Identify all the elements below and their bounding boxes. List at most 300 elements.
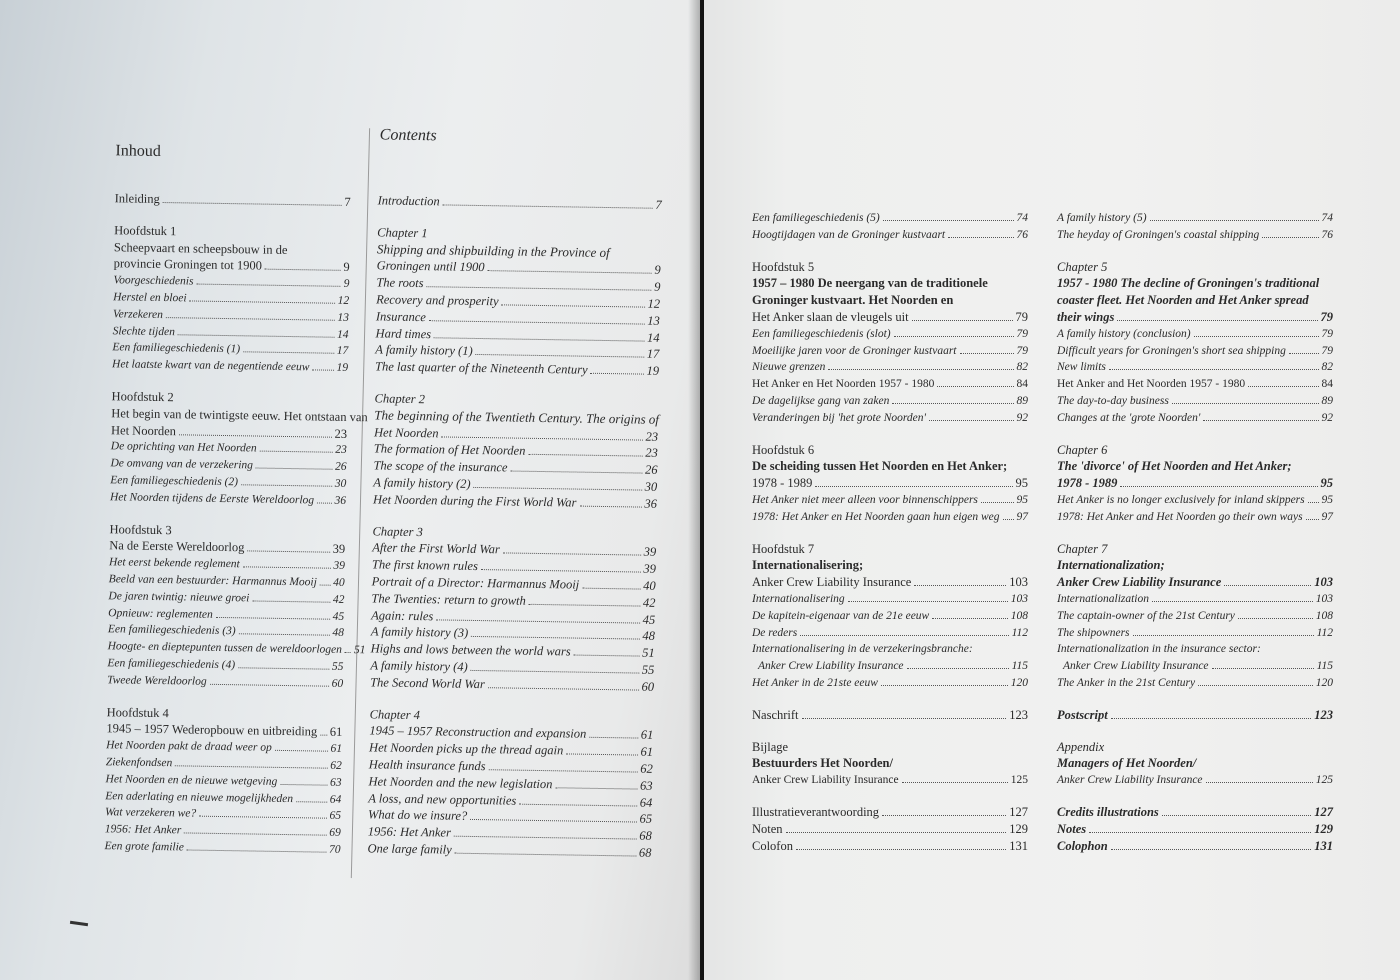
toc-entry [110,489,346,510]
entry-page: 92 [1016,411,1028,424]
entry-page: 97 [1321,510,1333,523]
entry-page: 68 [638,845,652,860]
entry-title: The formation of Het Noorden [373,441,526,459]
entry-page: 123 [1314,707,1333,722]
dot-leader [1238,618,1313,619]
dot-leader [434,337,644,341]
toc-entry [752,625,1028,642]
entry-page: 65 [329,810,342,823]
dot-leader [1289,353,1319,354]
entry-page: 40 [643,578,656,593]
dot-leader [163,202,342,206]
entry-title: A family history (1) [375,342,473,359]
entry-title: Het Noorden pakt de draad weer op [106,739,272,754]
entry-page: 9 [343,260,350,275]
entry-page: 30 [644,479,658,494]
entry-page: 23 [335,444,347,457]
entry-title: The shipowners [1057,626,1130,639]
entry-title: Wat verzekeren we? [104,806,197,820]
entry-title: 1956: Het Anker [104,823,182,837]
entry-title: Het Anker en Het Noorden 1957 - 1980 [752,378,935,391]
toc-section [1057,442,1333,526]
entry-page: 40 [333,576,345,589]
toc-section [752,259,1028,427]
entry-page: 19 [646,363,660,379]
toc-entry [752,475,1028,492]
dot-leader [487,271,651,275]
toc-entry [1057,707,1333,724]
toc-entry [1057,838,1333,855]
dot-leader [265,269,341,271]
entry-page: 79 [1321,327,1333,340]
dot-leader [455,853,636,857]
dot-leader [488,687,639,690]
entry-page: 61 [640,727,654,743]
dot-leader [960,353,1014,354]
dot-leader [243,352,334,354]
entry-title: Hard times [375,325,432,341]
dot-leader [582,588,640,590]
chapter-title: Shipping and shipbuilding in the Province of [376,240,610,260]
dot-leader [786,832,1007,833]
dot-leader [443,204,653,208]
chapter-title: Scheepvaart en scheepsbouw in de [113,239,288,257]
dot-leader [796,849,1006,850]
dot-leader [280,784,327,786]
entry-page: 76 [1321,228,1333,241]
dot-leader [882,815,1006,816]
dot-leader [317,502,331,503]
entry-page: 48 [642,628,656,644]
chapter-title: Bestuurders Het Noorden/ [752,756,893,771]
toc-entry [1057,625,1333,642]
entry-page: 84 [1321,378,1333,391]
toc-entry [107,672,343,693]
dot-leader [216,616,330,619]
toc-section [373,390,659,512]
toc-entry [1057,574,1333,591]
toc-entry [1057,410,1333,427]
entry-page: 61 [640,744,654,759]
entry-title: Opnieuw: reglementen [108,606,213,621]
toc-entry [1057,608,1333,625]
entry-page: 95 [1321,493,1333,506]
dot-leader [1203,420,1318,421]
subsection-line: Internationalization in the insurance sector: [1057,643,1261,656]
entry-page: 12 [647,296,661,311]
dot-leader [166,317,334,321]
dot-leader [800,635,1008,636]
chapter-title: coaster fleet. Het Noorden and Het Anker spread [1057,293,1309,308]
entry-title: Highs and lows between the world wars [370,641,571,659]
entry-page: 112 [1316,626,1333,639]
entry-page: 62 [330,759,342,772]
toc-section [107,521,366,693]
toc-section [375,224,661,380]
entry-title: 1978 - 1989 [752,476,813,491]
chapter-label: Appendix [1057,739,1105,754]
entry-title: The day-to-day business [1057,394,1169,407]
entry-title: What do we insure? [367,807,468,824]
dot-leader [914,585,1006,586]
entry-title: Het Anker slaan de vleugels uit [752,309,909,324]
entry-title: Naschrift [752,707,799,722]
chapter-label: Chapter 2 [374,391,426,407]
dot-leader [1109,369,1319,370]
dot-leader [426,286,651,291]
dot-leader [828,369,1013,370]
entry-title: Het Noorden [373,424,439,440]
entry-page: 9 [654,279,661,295]
entry-title: Het Noorden and the new legislation [368,774,553,791]
toc-section [115,190,351,211]
dot-leader [1162,815,1311,816]
entry-page: 74 [1321,212,1333,224]
entry-page: 14 [337,328,349,341]
dot-leader [252,600,330,602]
chapter-title: De scheiding tussen Het Noorden en Het Anker; [752,459,1008,474]
dot-leader [1111,718,1312,719]
entry-title: Internationalization [1057,592,1149,605]
dot-leader [470,819,636,823]
toc-entry [367,840,651,861]
dot-leader [296,801,327,802]
entry-page: 103 [1315,592,1333,605]
entry-page: 12 [337,294,350,307]
chapter-label: Hoofdstuk 2 [111,389,174,405]
dot-leader [239,634,330,636]
entry-page: 127 [1314,804,1333,819]
entry-page: 89 [1321,394,1333,407]
entry-title: De jaren twintig: nieuwe groei [108,589,250,605]
toc-entry [752,227,1028,244]
entry-page: 51 [353,644,366,657]
dot-leader [1111,849,1312,850]
entry-page: 13 [647,313,660,328]
entry-page: 112 [1011,626,1028,639]
toc-entry [1057,326,1333,343]
entry-page: 103 [1314,575,1333,590]
chapter-label: Chapter 5 [1057,259,1108,274]
dot-leader [275,750,328,752]
toc-entry [752,608,1028,625]
toc-entry [752,804,1028,821]
entry-title: Een familiegeschiedenis (5) [752,212,880,224]
toc-section [1057,804,1333,854]
toc-section [1057,707,1333,724]
entry-page: 42 [642,595,656,610]
entry-page: 125 [1010,774,1028,787]
entry-page: 89 [1016,394,1028,407]
toc-dutch-left [104,190,368,858]
dot-leader [175,765,327,768]
entry-page: 36 [644,496,658,511]
toc-entry [752,591,1028,608]
dot-leader [1194,336,1319,337]
entry-page: 23 [645,445,658,461]
entry-title: Health insurance funds [368,757,486,774]
entry-title: Anker Crew Liability Insurance [752,575,912,590]
toc-entry [1057,475,1333,492]
entry-title: Illustratieverantwoording [752,804,880,819]
dot-leader [241,484,332,486]
toc-section [1057,259,1333,427]
chapter-title: Groninger kustvaart. Het Noorden en [752,293,954,308]
dot-leader [937,386,1013,387]
dot-leader [590,373,643,375]
entry-page: 39 [643,561,657,576]
entry-title: provincie Groningen tot 1900 [113,256,263,273]
toc-section [367,706,653,862]
dot-leader [528,454,642,457]
entry-page: 63 [329,776,342,789]
toc-entry [1057,509,1333,526]
dot-leader [1198,685,1313,686]
dot-leader [1120,486,1317,487]
entry-title: The captain-owner of the 21st Century [1057,609,1235,622]
dot-leader [503,553,641,556]
toc-entry [752,772,1028,789]
toc-entry [1057,591,1333,608]
entry-title: Herstel en bloei [113,291,187,305]
entry-title: De oprichting van Het Noorden [110,440,257,455]
entry-title: Difficult years for Groningen's short sea shipping [1057,344,1286,357]
dot-leader [815,486,1012,487]
entry-title: Het Noorden during the First World War [372,492,577,510]
subsection-line: Internationalisering in de verzekeringsbranche: [752,643,973,656]
toc-entry [752,309,1028,326]
toc-entry [752,574,1028,591]
entry-page: 65 [639,811,653,827]
dot-leader [436,619,639,623]
entry-title: Verzekeren [112,308,164,321]
dot-leader [1212,668,1314,669]
chapter-title: Internationalisering; [752,558,864,573]
chapter-label: Hoofdstuk 3 [109,521,172,537]
entry-title: Het Noorden [110,422,177,438]
dot-leader [932,618,1008,619]
dot-leader [471,670,639,674]
toc-section [752,541,1028,692]
entry-title: Anker Crew Liability Insurance [1063,660,1209,673]
entry-page: 17 [646,347,660,362]
entry-title: Inleiding [114,191,160,206]
toc-entry [1057,492,1333,509]
entry-title: Veranderingen bij 'het grote Noorden' [752,411,926,424]
toc-entry [1057,804,1333,821]
entry-title: The last quarter of the Nineteenth Century [374,359,588,377]
chapter-title: Internationalization; [1057,558,1165,573]
entry-title: Het laatste kwart van de negentiende eeuw [112,358,310,374]
entry-title: Noten [752,821,783,836]
entry-title: Tweede Wereldoorlog [107,673,207,688]
entry-page: 36 [334,494,347,507]
entry-title: 1945 – 1957 Reconstruction and expansion [369,723,587,742]
dot-leader [948,237,1013,238]
entry-page: 97 [1016,510,1028,523]
entry-title: Een familiegeschiedenis (slot) [752,327,891,340]
dot-leader [481,569,641,573]
toc-entry [1057,359,1333,376]
toc-entry [1057,227,1333,244]
toc-entry [1057,772,1333,789]
toc-section [104,704,342,859]
entry-page: 42 [332,593,345,606]
entry-page: 129 [1009,821,1028,836]
entry-page: 61 [330,742,343,756]
column-divider [351,128,370,878]
entry-page: 45 [642,612,656,627]
entry-title: Credits illustrations [1057,804,1159,819]
entry-title: The Anker in the 21st Century [1057,676,1196,689]
dot-leader [474,487,642,491]
entry-page: 108 [1315,609,1333,622]
dot-leader [1152,601,1313,602]
entry-title: A family history (3) [370,624,469,641]
toc-entry [373,491,657,512]
entry-page: 108 [1010,609,1028,622]
dot-leader [1117,320,1317,321]
chapter-label: Hoofdstuk 7 [752,541,815,556]
entry-title: A family history (conclusion) [1057,327,1191,340]
dot-leader [574,655,639,657]
right-page [704,0,1400,980]
dot-leader [902,782,1008,783]
dot-leader [1089,832,1311,833]
entry-page: 79 [1016,327,1028,340]
entry-page: 19 [336,361,349,375]
toc-entry [752,838,1028,855]
entry-title: Het Noorden en de nieuwe wetgeving [105,772,278,788]
toc-section [112,222,350,377]
dot-leader [243,566,331,568]
entry-title: Colophon [1057,838,1108,853]
toc-entry [752,509,1028,526]
toc-entry [115,190,351,211]
entry-title: Slechte tijden [112,324,175,338]
toc-entry [1057,210,1333,227]
chapter-title: The 'divorce' of Het Noorden and Het Anker; [1057,459,1292,474]
entry-title: A loss, and new opportunities [368,790,517,808]
entry-page: 127 [1009,804,1028,819]
entry-title: One large family [367,841,452,857]
entry-page: 120 [1315,676,1333,689]
entry-title: Anker Crew Liability Insurance [752,774,899,787]
toc-section [752,442,1028,526]
entry-title: Portrait of a Director: Harmannus Mooij [371,574,580,592]
entry-title: 1956: Het Anker [367,824,451,840]
dot-leader [179,434,332,437]
toc-entry [752,343,1028,360]
toc-section [1057,739,1333,789]
entry-page: 95 [1015,476,1028,491]
entry-title: A family history (2) [373,475,471,491]
entry-title: Anker Crew Liability Insurance [1057,774,1203,787]
chapter-label: Chapter 3 [372,523,423,539]
entry-title: The roots [376,275,424,291]
entry-title: The heyday of Groningen's coastal shipping [1057,228,1260,241]
entry-title: The Twenties: return to growth [371,591,526,608]
entry-page: 7 [344,194,351,209]
dot-leader [981,502,1014,503]
entry-title: Colofon [752,838,793,853]
dot-leader [441,436,642,440]
entry-title: 1945 – 1957 Wederopbouw en uitbreiding [106,721,318,739]
toc-section [109,388,368,509]
entry-page: 79 [1320,309,1333,324]
toc-section [752,739,1028,789]
entry-page: 60 [331,677,344,690]
entry-title: Het Noorden tijdens de Eerste Wereldoorlog [109,490,315,507]
entry-page: 95 [1320,476,1333,491]
entry-title: Anker Crew Liability Insurance [1057,575,1222,590]
entry-title: Het Anker and Het Noorden 1957 - 1980 [1057,378,1246,391]
chapter-label: Hoofdstuk 5 [752,259,815,274]
entry-page: 9 [654,263,661,278]
dot-leader [345,652,351,653]
entry-page: 84 [1016,378,1028,391]
entry-page: 63 [639,778,653,793]
dot-leader [929,420,1014,421]
dot-leader [912,320,1013,321]
entry-title: De reders [752,626,798,639]
entry-page: 17 [336,345,349,358]
toc-dutch-right [752,210,1028,854]
dot-leader [589,737,638,739]
dot-leader [566,754,637,756]
chapter-label: Bijlage [752,739,789,754]
entry-title: A family history (5) [1057,212,1147,224]
toc-entry [1057,658,1333,675]
dot-leader [247,551,329,553]
dot-leader [1224,585,1311,586]
entry-title: Een grote familie [104,840,185,854]
entry-title: Een familiegeschiedenis (1) [112,341,241,356]
dot-leader [238,667,329,669]
dot-leader [1306,519,1319,520]
entry-title: 1978: Het Anker en Het Noorden gaan hun eigen weg [752,510,1000,523]
entry-page: 23 [645,429,659,444]
dot-leader [210,684,329,687]
entry-page: 61 [329,725,343,740]
entry-title: Een aderlating en nieuwe mogelijkheden [105,789,294,805]
entry-title: Hoogte- en dieptepunten tussen de wereldoorlogen [107,640,343,657]
entry-title: Nieuwe grenzen [752,361,826,374]
dot-leader [476,354,644,358]
entry-page: 45 [332,610,345,623]
chapter-label: Hoofdstuk 1 [114,223,177,239]
entry-page: 103 [1010,592,1028,605]
entry-page: 92 [1321,411,1333,424]
entry-page: 60 [641,679,655,694]
chapter-label: Chapter 1 [377,225,428,240]
dot-leader [1206,782,1313,783]
entry-page: 26 [644,462,658,477]
dot-leader [501,304,644,307]
entry-title: Een familiegeschiedenis (2) [110,474,239,489]
chapter-title: The beginning of the Twentieth Century. The origins of [374,407,660,427]
entry-page: 115 [1316,660,1333,673]
toc-entry [752,492,1028,509]
entry-page: 74 [1016,212,1028,224]
entry-page: 51 [642,645,655,660]
dot-leader [454,836,636,840]
entry-title: A family history (4) [370,658,468,674]
dot-leader [199,816,326,819]
toc-english-right [1057,210,1333,854]
contents-heading: Contents [379,126,437,145]
toc-entry [752,707,1028,724]
